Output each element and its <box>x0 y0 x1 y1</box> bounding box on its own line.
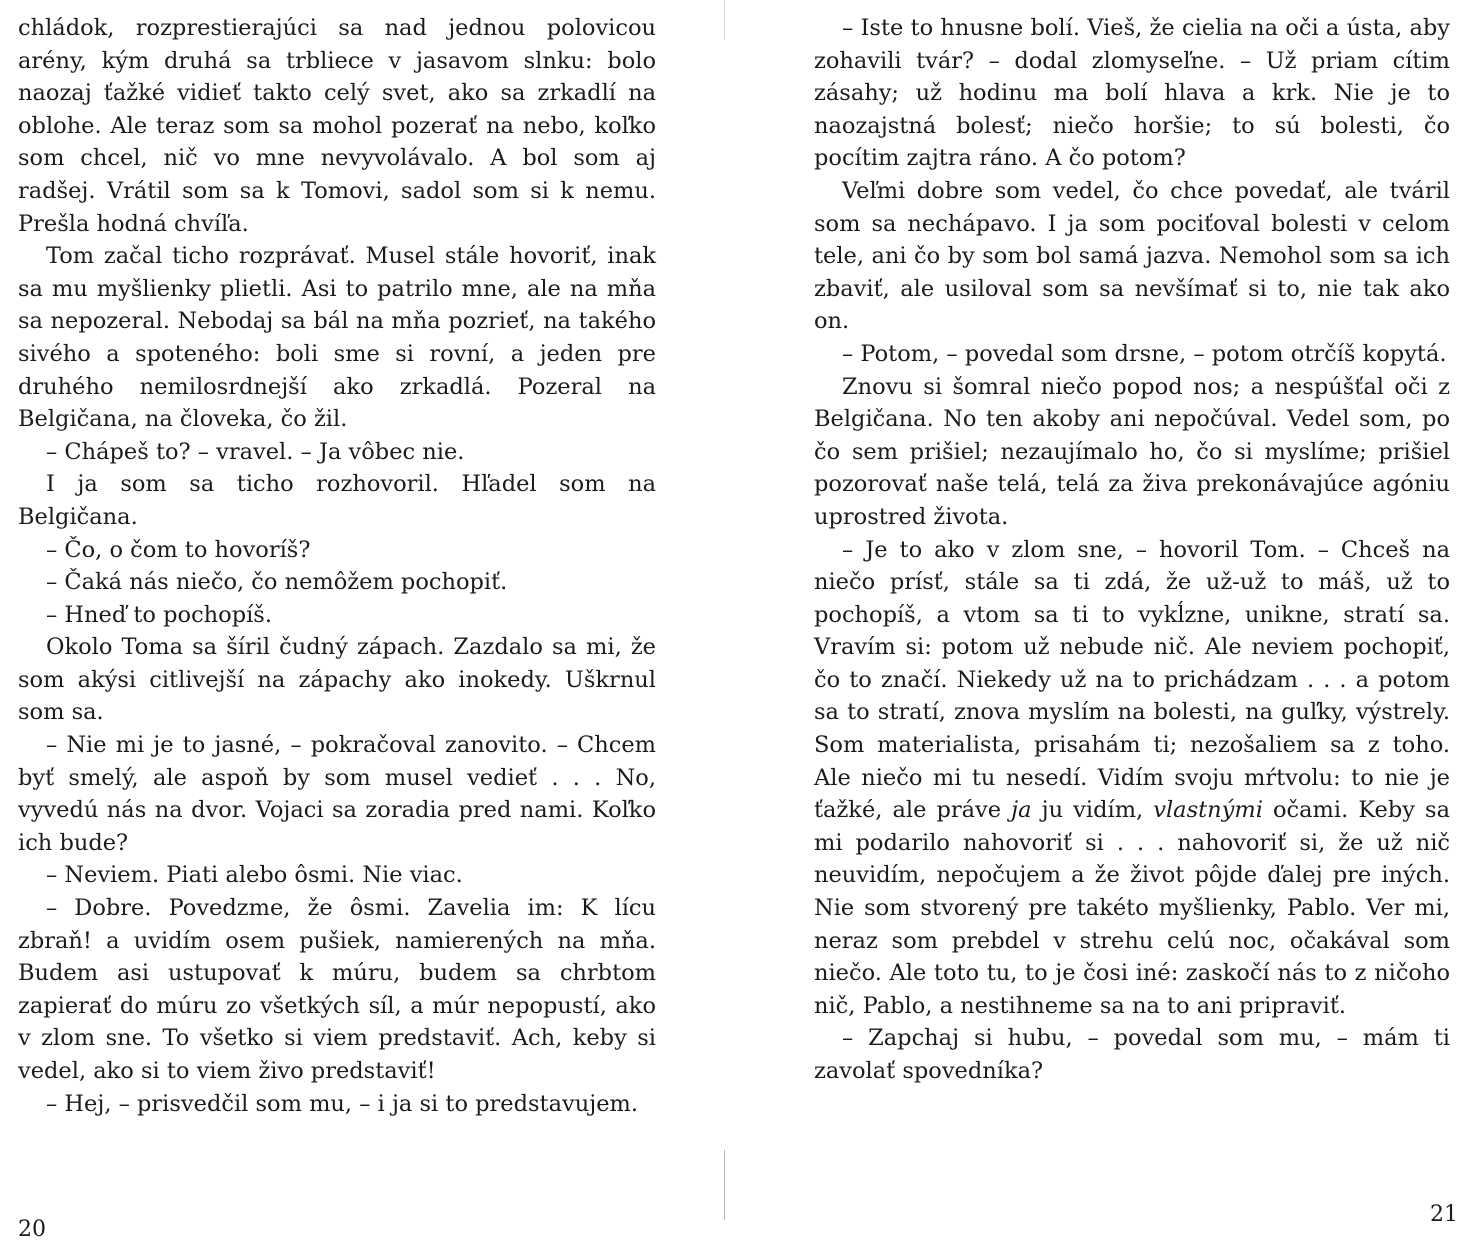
paragraph: – Hneď to pochopíš. <box>46 601 273 628</box>
text-run: – Je to ako v zlom sne, – hovoril Tom. – Chceš na niečo prísť, stále sa ti zdá, že už-už to máš, už to pochopíš, a vtom sa ti to vykĺzne, unikne, stratí sa. Vravím si: potom už nebude nič. Ale neviem pochopiť, čo to značí. Niekedy už na to prichádzam . . . a potom sa to stratí, znova myslím na bolesti, na guľky, výstrely. Som materialista, prisahám ti; nezošaliem sa z toho. Ale niečo mi tu nesedí. Vidím svoju mŕtvolu: to nie je ťažké, ale práve <box>814 536 1450 824</box>
paragraph: – Neviem. Piati alebo ôsmi. Nie viac. <box>46 862 463 889</box>
left-page <box>0 0 722 1253</box>
page-number-left: 20 <box>18 1217 46 1242</box>
text-run: ju vidím, <box>1041 797 1144 824</box>
gutter-line-top <box>724 0 725 40</box>
page-number-right: 21 <box>1430 1202 1458 1227</box>
paragraph: Okolo Toma sa šíril čudný zápach. Zazdalo sa mi, že som akýsi citlivejší na zápachy ako inokedy. Uškrnul som sa. <box>18 634 656 726</box>
paragraph: Znovu si šomral niečo popod nos; a nespúšťal oči z Belgičana. No ten akoby ani nepočúval. Vedel som, po čo sem prišiel; nezaujímalo ho, čo si myslíme; prišiel pozorovať naše telá, telá za živa prekonávajúce agóniu uprostred života. <box>814 373 1450 530</box>
paragraph: chládok, rozprestierajúci sa nad jednou polovicou arény, kým druhá sa trbliece v jasavom slnku: bolo naozaj ťažké vidieť takto celý svet, ako sa zrkadlí na oblohe. Ale teraz som sa mohol pozerať na nebo, koľko som chcel, nič vo mne nevyvolávalo. A bol som aj radšej. Vrátil som sa k Tomovi, sadol som si k nemu. Prešla hodná chvíľa. <box>18 15 656 237</box>
paragraph: – Chápeš to? – vravel. – Ja vôbec nie. <box>46 438 465 465</box>
paragraph <box>814 534 1450 1023</box>
paragraph: – Iste to hnusne bolí. Vieš, že cielia na oči a ústa, aby zohavili tvár? – dodal zlomyseľne. – Už priam cítim zásahy; už hodinu ma bolí hlava a krk. Nie je to naozajstná bolesť; niečo horšie; to sú bolesti, čo pocítim zajtra ráno. A čo potom? <box>814 15 1450 172</box>
paragraph: Tom začal ticho rozprávať. Musel stále hovoriť, inak sa mu myšlienky plietli. Asi to patrilo mne, ale na mňa sa nepozeral. Nebodaj sa bál na mňa pozrieť, na takého sivého a spoteného: boli sme si rovní, a jeden pre druhého nemilosrdnejší ako zrkadlá. Pozeral na Belgičana, na človeka, čo žil. <box>18 243 656 433</box>
paragraph: – Hej, – prisvedčil som mu, – i ja si to predstavujem. <box>46 1090 638 1117</box>
paragraph: – Čo, o čom to hovoríš? <box>46 536 311 563</box>
emphasis: ja <box>1011 797 1032 824</box>
right-page <box>730 0 1468 1253</box>
emphasis: vlastnými <box>1153 797 1263 824</box>
gutter-line <box>724 1150 725 1220</box>
paragraph: Veľmi dobre som vedel, čo chce povedať, ale tváril som sa nechápavo. I ja som pociťoval bolesti v celom tele, ani čo by som bol samá jazva. Nemohol som sa ich zbaviť, ale usiloval som sa nevšímať si to, nie tak ako on. <box>814 177 1450 335</box>
paragraph: – Nie mi je to jasné, – pokračoval zanovito. – Chcem byť smelý, ale aspoň by som musel vedieť . . . No, vyvedú nás na dvor. Vojaci sa zoradia pred nami. Koľko ich bude? <box>18 732 656 856</box>
paragraph: – Čaká nás niečo, čo nemôžem pochopiť. <box>46 569 508 596</box>
paragraph: I ja som sa ticho rozhovoril. Hľadel som na Belgičana. <box>18 471 656 530</box>
right-page-text <box>814 12 1450 1088</box>
paragraph: – Dobre. Povedzme, že ôsmi. Zavelia im: K lícu zbraň! a uvidím osem pušiek, namierených na mňa. Budem asi ustupovať k múru, budem sa chrbtom zapierať do múru zo všetkých síl, a múr nepopustí, ako v zlom sne. To všetko si viem predstaviť. Ach, keby si vedel, ako si to viem živo predstaviť! <box>18 895 656 1084</box>
paragraph: – Zapchaj si hubu, – povedal som mu, – mám ti zavolať spovedníka? <box>814 1025 1450 1084</box>
text-run: očami. Keby sa mi podarilo nahovoriť si . . . nahovoriť si, že už nič neuvidím, nepočujem a že život pôjde ďalej pre iných. Nie som stvorený pre takéto myšlienky, Pablo. Ver mi, neraz som prebdel v strehu celú noc, očakával som niečo. Ale toto tu, to je čosi iné: zaskočí nás to z ničoho nič, Pablo, a nestihneme sa na to ani pripraviť. <box>814 797 1450 1019</box>
left-page-text <box>18 12 656 1120</box>
paragraph: – Potom, – povedal som drsne, – potom otrčíš kopytá. <box>842 340 1447 367</box>
